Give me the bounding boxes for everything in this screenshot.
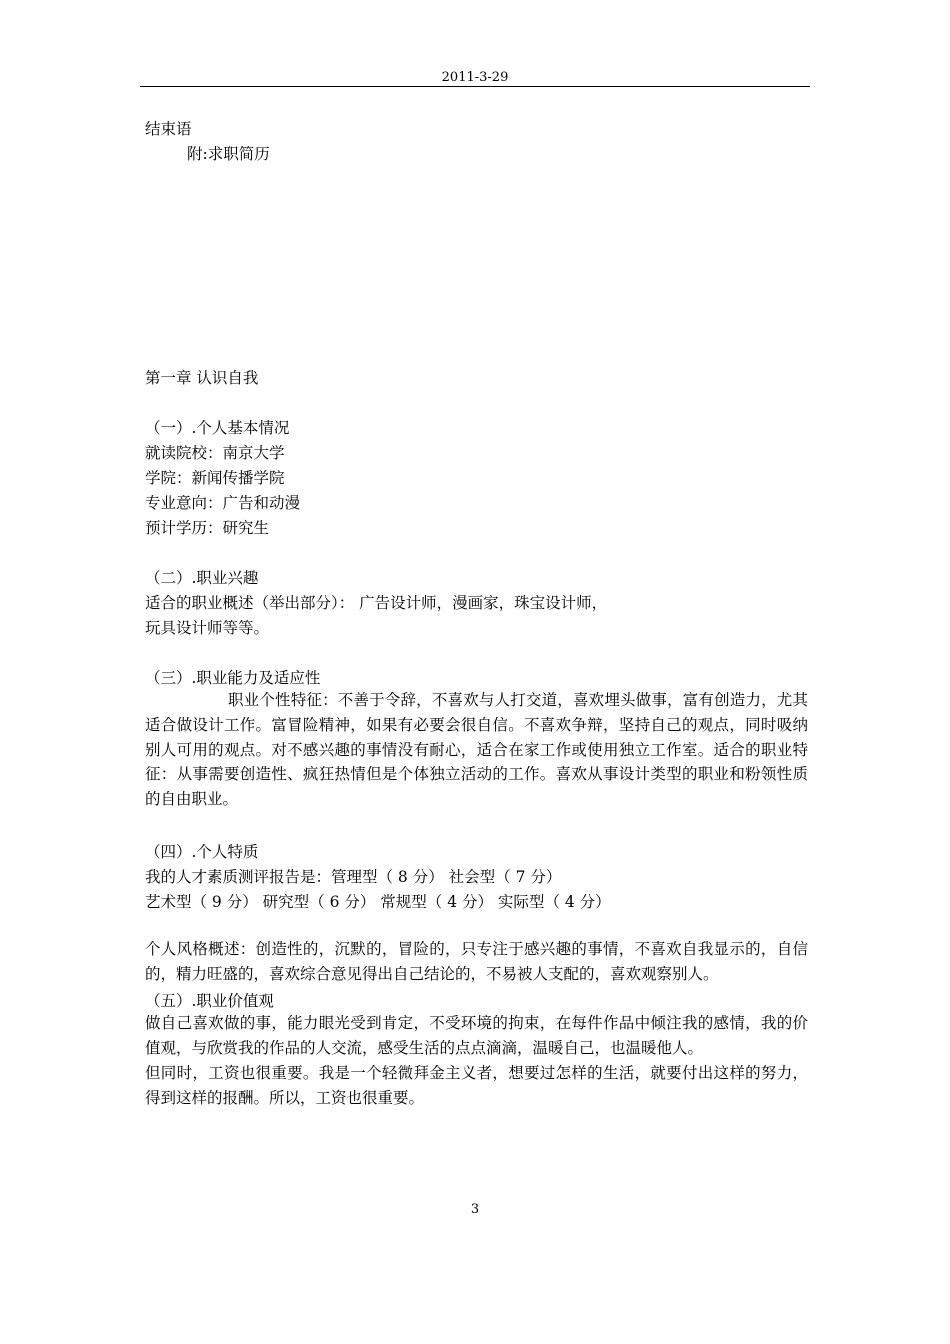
basic-school: 就读院校：南京大学 [145,444,285,462]
traits-line-1: 我的人才素质测评报告是：管理型（ 8 分） 社会型（ 7 分） [145,868,562,886]
traits-line-2: 艺术型（ 9 分） 研究型（ 6 分） 常规型（ 4 分） 实际型（ 4 分） [145,893,611,911]
section-interest-heading: （二）.职业兴趣 [145,569,259,587]
values-paragraph-2: 但同时，工资也很重要。我是一个轻微拜金主义者，想要过怎样的生活，就要付出这样的努力，得到这样的报酬。所以，工资也很重要。 [145,1064,808,1107]
basic-major: 专业意向：广告和动漫 [145,494,301,512]
ability-paragraph: 职业个性特征：不善于令辞，不喜欢与人打交道，喜欢埋头做事，富有创造力，尤其适合做设计工作。富冒险精神，如果有必要会很自信。不喜欢争辩，坚持自己的观点，同时吸纳别人可用的观点。对不感兴趣的事情没有耐心，适合在家工作或使用独立工作室。适合的职业特征：从事需要创造性、疯狂热情但是个体独立活动的工作。喜欢从事设计类型的职业和粉领性质的自由职业。 [145,691,808,809]
header-date: 2011-3-29 [441,70,509,85]
section-traits-heading: （四）.个人特质 [145,843,259,861]
basic-college: 学院：新闻传播学院 [145,469,285,487]
traits-style-paragraph: 个人风格概述：创造性的，沉默的，冒险的，只专注于感兴趣的事情，不喜欢自我显示的，自信的，精力旺盛的，喜欢综合意见得出自己结论的，不易被人支配的，喜欢观察别人。 [145,940,808,983]
values-paragraph-1: 做自己喜欢做的事，能力眼光受到肯定，不受环境的拘束，在每件作品中倾注我的感情，我的价值观，与欣赏我的作品的人交流，感受生活的点点滴滴，温暖自己，也温暖他人。 [145,1014,808,1057]
section-values-heading: （五）.职业价值观 [145,992,274,1010]
header-rule [140,86,810,87]
section-basic-heading: （一）.个人基本情况 [145,419,290,437]
page-number: 3 [470,1202,480,1217]
toc-appendix: 附:求职简历 [187,145,270,163]
interest-line-2: 玩具设计师等等。 [145,619,270,637]
basic-degree: 预计学历：研究生 [145,519,270,537]
section-ability-heading: （三）.职业能力及适应性 [145,669,321,687]
toc-conclusion: 结束语 [145,120,192,138]
chapter-title: 第一章 认识自我 [145,369,259,387]
interest-line-1: 适合的职业概述（举出部分）： 广告设计师，漫画家，珠宝设计师， [145,594,608,612]
